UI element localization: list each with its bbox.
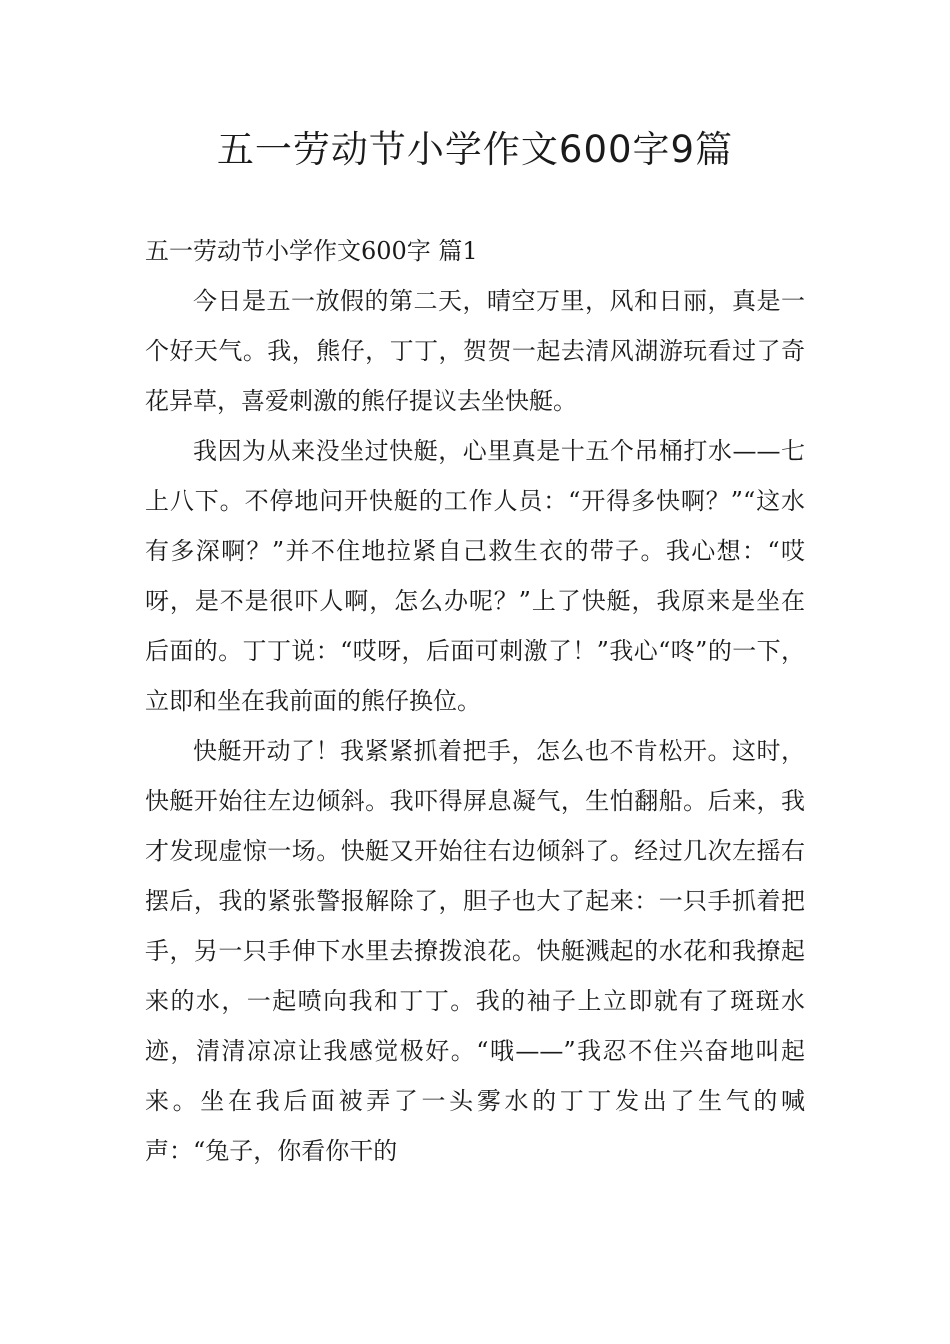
paragraph-3: 快艇开动了！我紧紧抓着把手，怎么也不肯松开。这时，快艇开始往左边倾斜。我吓得屏息凝气，生怕翻船。后来，我才发现虚惊一场。快艇又开始往右边倾斜了。经过几次左摇右摆后，我的紧张警报解除了，胆子也大了起来：一只手抓着把手，另一只手伸下水里去撩拨浪花。快艇溅起的水花和我撩起来的水，一起喷向我和丁丁。我的袖子上立即就有了斑斑水迹，清清凉凉让我感觉极好。“哦——”我忍不住兴奋地叫起来。坐在我后面被弄了一头雾水的丁丁发出了生气的喊声：“兔子，你看你干的 (145, 737, 805, 1165)
section-heading: 五一劳动节小学作文600字 篇1 (145, 237, 478, 265)
document-body (145, 226, 805, 1176)
paragraph-1: 今日是五一放假的第二天，晴空万里，风和日丽，真是一个好天气。我，熊仔，丁丁，贺贺一起去清风湖游玩看过了奇花异草，喜爱刺激的熊仔提议去坐快艇。 (145, 287, 805, 415)
document-title: 五一劳动节小学作文600字9篇 (216, 128, 734, 171)
paragraph-2: 我因为从来没坐过快艇，心里真是十五个吊桶打水——七上八下。不停地问开快艇的工作人员：“开得多快啊？”“这水有多深啊？”并不住地拉紧自己救生衣的带子。我心想：“哎呀，是不是很吓人啊，怎么办呢？”上了快艇，我原来是坐在后面的。丁丁说：“哎呀，后面可刺激了！”我心“咚”的一下，立即和坐在我前面的熊仔换位。 (145, 437, 805, 715)
